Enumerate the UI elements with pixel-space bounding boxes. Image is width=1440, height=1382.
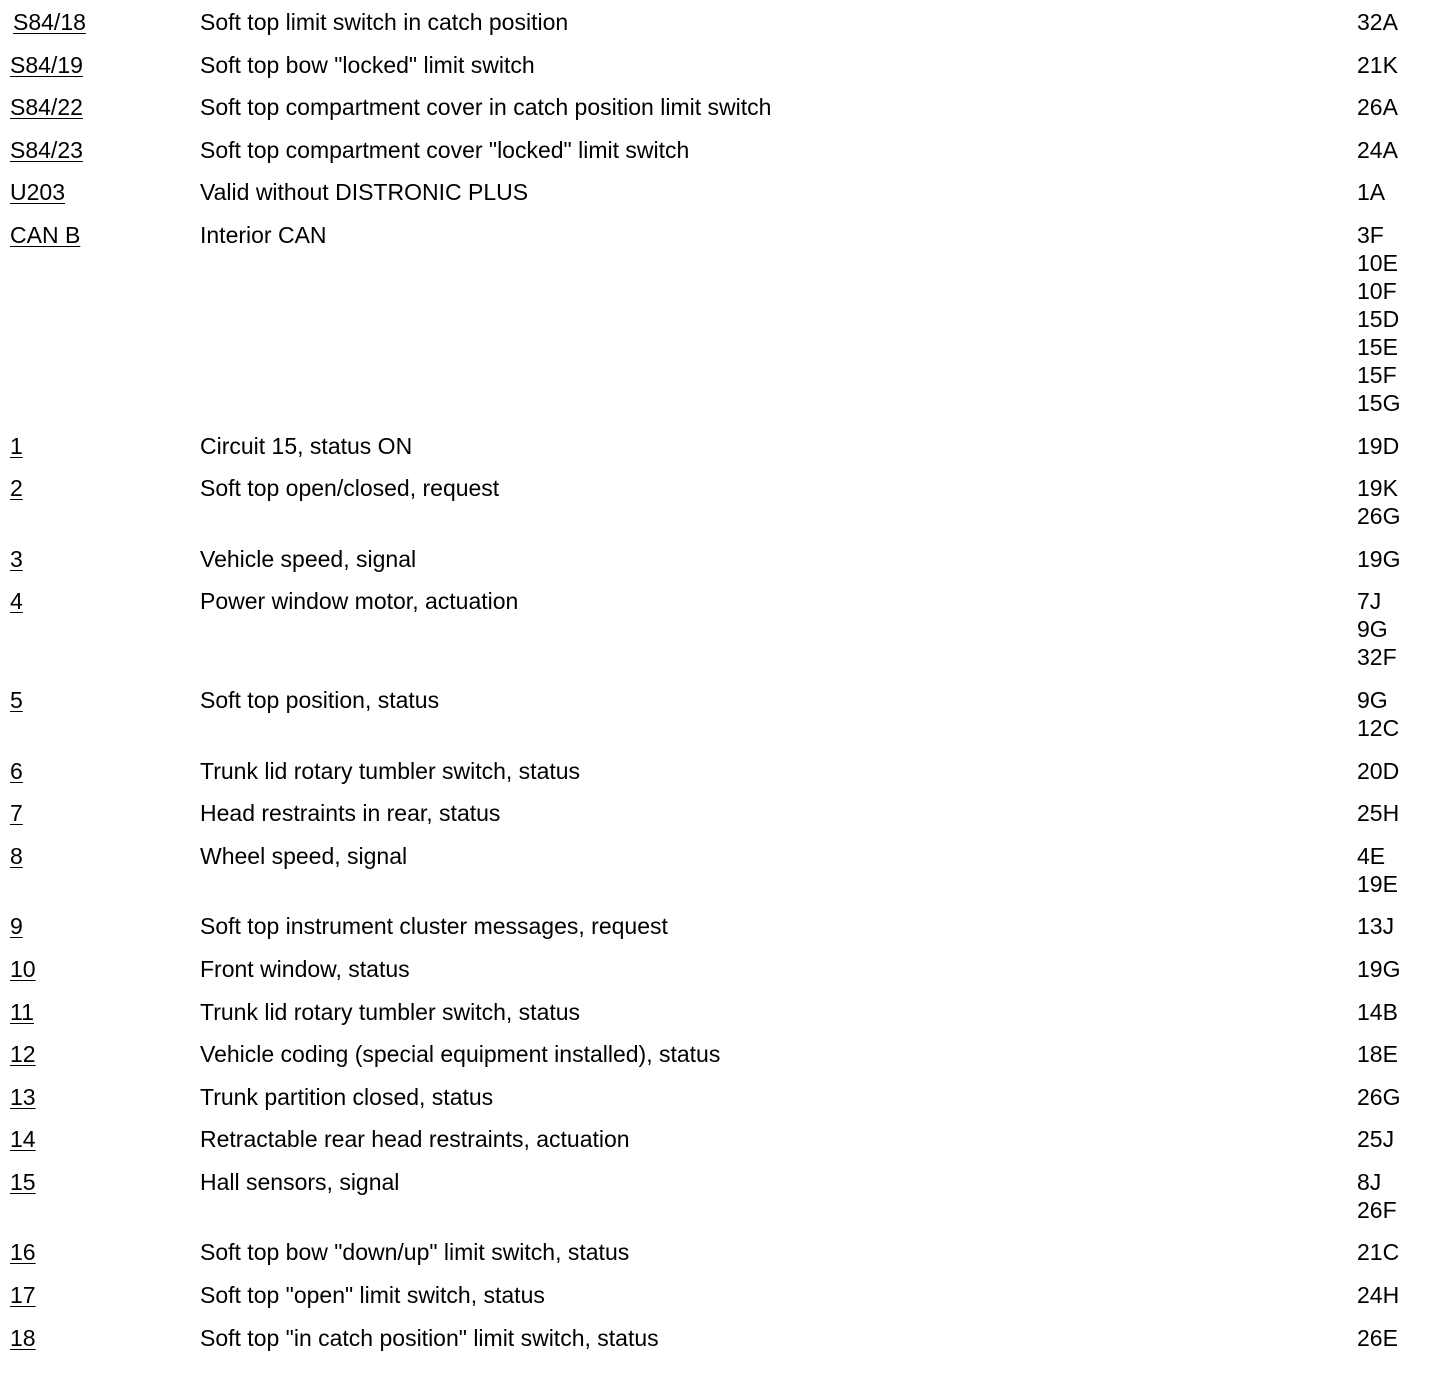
grid-reference-list [1357, 912, 1394, 940]
grid-reference: 9G [1357, 616, 1388, 643]
component-description: Soft top instrument cluster messages, request [200, 913, 668, 940]
grid-reference: 3F [1357, 221, 1384, 248]
component-code-link[interactable]: 11 [10, 998, 34, 1025]
component-code-link[interactable]: 5 [10, 686, 23, 713]
grid-reference-list [1357, 221, 1400, 417]
legend-row [0, 912, 1440, 955]
legend-row [0, 1168, 1440, 1239]
grid-reference-list [1357, 93, 1398, 121]
component-code-link[interactable]: U203 [10, 179, 65, 206]
legend-row [0, 686, 1440, 757]
component-code-link[interactable]: S84/22 [10, 94, 83, 121]
component-code-link[interactable]: S84/23 [10, 136, 83, 163]
component-description: Front window, status [200, 955, 410, 982]
grid-reference-list [1357, 432, 1399, 460]
grid-reference: 32A [1357, 9, 1398, 35]
grid-reference: 10F [1357, 277, 1397, 304]
grid-reference-list [1357, 545, 1400, 573]
component-code-link[interactable]: 14 [10, 1126, 36, 1153]
component-description: Trunk lid rotary tumbler switch, status [200, 998, 581, 1025]
grid-reference-list [1357, 1125, 1394, 1153]
grid-reference-list [1357, 587, 1397, 671]
component-code-link[interactable]: 12 [10, 1041, 36, 1068]
legend-row [0, 221, 1440, 432]
component-code-link[interactable]: S84/18 [13, 9, 86, 35]
component-code-link[interactable]: 15 [10, 1168, 36, 1195]
component-code-link[interactable]: 13 [10, 1083, 36, 1110]
grid-reference: 21C [1357, 1239, 1400, 1266]
grid-reference: 1A [1357, 179, 1386, 206]
component-description: Soft top bow "locked" limit switch [200, 51, 535, 78]
grid-reference: 26A [1357, 94, 1398, 121]
component-code-link[interactable]: CAN B [10, 221, 81, 248]
grid-reference: 19G [1357, 955, 1401, 982]
component-description: Soft top open/closed, request [200, 475, 500, 502]
component-description: Soft top bow "down/up" limit switch, status [200, 1239, 630, 1266]
grid-reference-list [1357, 799, 1399, 827]
component-description: Head restraints in rear, status [200, 800, 501, 827]
component-description: Wheel speed, signal [200, 842, 408, 869]
legend-row [0, 799, 1440, 842]
grid-reference-list [1357, 757, 1399, 785]
legend-row [0, 1125, 1440, 1168]
grid-reference: 26F [1357, 1196, 1397, 1223]
legend-row [0, 432, 1440, 475]
grid-reference: 19K [1357, 475, 1398, 502]
grid-reference: 13J [1357, 913, 1395, 940]
legend-row [0, 998, 1440, 1041]
component-description: Interior CAN [200, 221, 327, 248]
component-code-link[interactable]: 9 [10, 913, 23, 940]
legend-row [0, 93, 1440, 136]
component-description: Vehicle coding (special equipment installed), status [200, 1041, 721, 1068]
grid-reference-list [1357, 1324, 1398, 1352]
component-code-link[interactable]: 4 [10, 588, 23, 615]
grid-reference-list [1357, 1083, 1400, 1111]
legend-row [0, 136, 1440, 179]
grid-reference: 8J [1357, 1168, 1382, 1195]
component-code-link[interactable]: S84/19 [10, 51, 83, 78]
grid-reference: 12C [1357, 714, 1400, 741]
grid-reference: 15D [1357, 305, 1400, 332]
grid-reference-list [1357, 1238, 1399, 1266]
grid-reference: 26G [1357, 503, 1401, 530]
grid-reference: 7J [1357, 588, 1382, 615]
component-description: Trunk partition closed, status [200, 1083, 494, 1110]
grid-reference: 9G [1357, 686, 1388, 713]
grid-reference-list [1357, 1281, 1399, 1309]
component-description: Retractable rear head restraints, actuation [200, 1126, 630, 1153]
grid-reference: 21K [1357, 51, 1398, 78]
grid-reference-list [1357, 1168, 1397, 1224]
grid-reference-list [1357, 51, 1398, 79]
component-code-link[interactable]: 7 [10, 800, 23, 827]
legend-row [0, 842, 1440, 913]
component-description: Valid without DISTRONIC PLUS [200, 179, 529, 206]
legend-row [0, 545, 1440, 588]
grid-reference: 19G [1357, 545, 1401, 572]
grid-reference: 18E [1357, 1041, 1398, 1068]
grid-reference: 15F [1357, 361, 1397, 388]
grid-reference: 26G [1357, 1083, 1401, 1110]
legend-row [0, 1083, 1440, 1126]
grid-reference-list [1357, 998, 1398, 1026]
component-description: Soft top compartment cover "locked" limit switch [200, 136, 690, 163]
grid-reference: 19D [1357, 432, 1400, 459]
component-code-link[interactable]: 6 [10, 757, 23, 784]
grid-reference: 25H [1357, 800, 1400, 827]
component-code-link[interactable]: 1 [10, 432, 23, 459]
grid-reference: 32F [1357, 644, 1397, 671]
component-code-link[interactable]: 3 [10, 545, 23, 572]
component-code-link[interactable]: 16 [10, 1239, 36, 1266]
component-description: Hall sensors, signal [200, 1168, 400, 1195]
component-code-link[interactable]: 18 [10, 1324, 36, 1351]
grid-reference-list [1357, 842, 1398, 898]
component-description: Trunk lid rotary tumbler switch, status [200, 757, 581, 784]
grid-reference: 24A [1357, 136, 1398, 163]
component-description: Vehicle speed, signal [200, 545, 417, 572]
grid-reference: 26E [1357, 1324, 1398, 1351]
grid-reference: 15E [1357, 333, 1398, 360]
legend-row [0, 757, 1440, 800]
grid-reference: 19E [1357, 870, 1398, 897]
grid-reference-list [1357, 474, 1400, 530]
component-description: Soft top compartment cover in catch position limit switch [200, 94, 772, 121]
component-description: Circuit 15, status ON [200, 432, 413, 459]
grid-reference: 24H [1357, 1282, 1400, 1309]
component-code-link[interactable]: 8 [10, 842, 23, 869]
grid-reference: 14B [1357, 998, 1398, 1025]
component-code-link[interactable]: 10 [10, 955, 36, 982]
component-description: Power window motor, actuation [200, 588, 519, 615]
legend-row [0, 587, 1440, 686]
grid-reference-list [1357, 1040, 1398, 1068]
grid-reference-list [1357, 955, 1400, 983]
legend-row [0, 1238, 1440, 1281]
component-description: Soft top limit switch in catch position [200, 9, 569, 35]
legend-row [0, 8, 1440, 51]
component-description: Soft top "open" limit switch, status [200, 1282, 545, 1309]
legend-row [0, 178, 1440, 221]
grid-reference-list [1357, 136, 1398, 164]
legend-row [0, 1281, 1440, 1324]
grid-reference: 10E [1357, 249, 1398, 276]
grid-reference-list [1357, 178, 1385, 206]
wiring-legend-list [0, 8, 1440, 1366]
component-code-link[interactable]: 2 [10, 475, 23, 502]
legend-row [0, 1040, 1440, 1083]
component-description: Soft top "in catch position" limit switch, status [200, 1324, 659, 1351]
grid-reference: 20D [1357, 757, 1400, 784]
grid-reference: 4E [1357, 842, 1386, 869]
grid-reference-list [1357, 686, 1399, 742]
component-code-link[interactable]: 17 [10, 1282, 36, 1309]
legend-row [0, 51, 1440, 94]
component-description: Soft top position, status [200, 686, 440, 713]
legend-row [0, 955, 1440, 998]
grid-reference: 25J [1357, 1126, 1395, 1153]
grid-reference-list [1357, 8, 1398, 36]
legend-row [0, 1324, 1440, 1367]
legend-row [0, 474, 1440, 545]
grid-reference: 15G [1357, 389, 1401, 416]
